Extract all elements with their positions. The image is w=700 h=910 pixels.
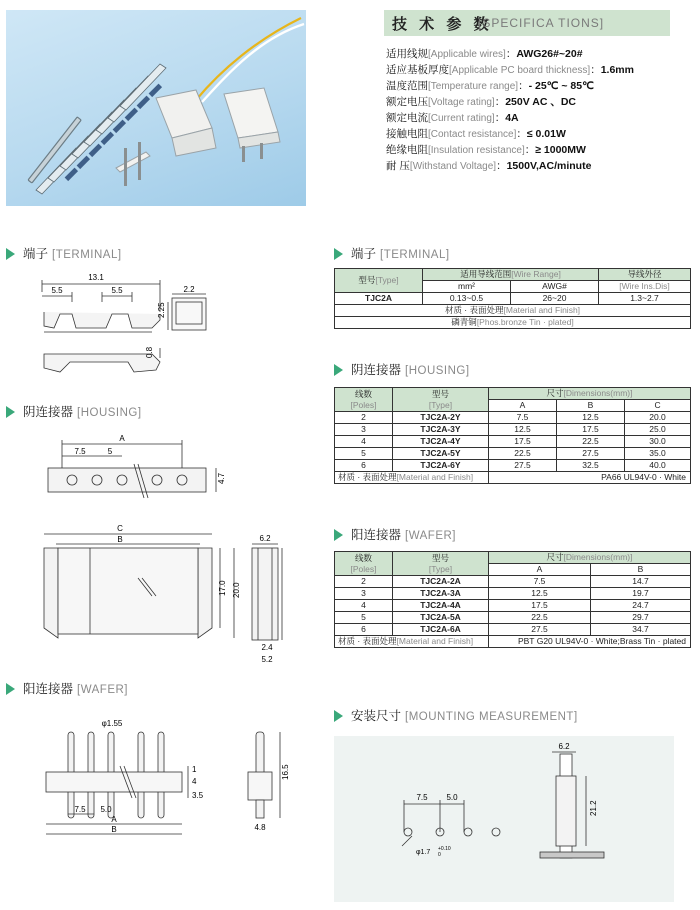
- th-col-b: B: [557, 400, 625, 412]
- spec-key-en: [Temperature range]: [428, 81, 519, 92]
- material-row: 材质 · 表面处理[Material and Finish]: [335, 472, 489, 484]
- table-cell: 17.5: [557, 424, 625, 436]
- table-cell: 2: [335, 576, 393, 588]
- table-cell: 27.5: [489, 460, 557, 472]
- table-cell: TJC2A-5A: [393, 612, 489, 624]
- table-row: [335, 460, 691, 472]
- table-cell: 12.5: [489, 588, 591, 600]
- dim-waf-pin: φ1.55: [101, 719, 123, 728]
- spec-key: 额定电流: [386, 112, 428, 124]
- housing-section-right: [334, 360, 470, 378]
- material-value: PA66 UL94V-0 · White: [489, 472, 691, 484]
- material-row: 材质 · 表面处理[Material and Finish]: [335, 305, 691, 317]
- spec-key: 耐 压: [386, 160, 410, 172]
- wafer-section-left: [6, 679, 128, 697]
- th-col-c: C: [625, 400, 691, 412]
- section-title-en: [TERMINAL]: [380, 249, 450, 261]
- triangle-bullet-icon: [6, 248, 15, 260]
- th-od-en: [Wire Ins.Dis]: [599, 281, 691, 293]
- table-cell: 27.5: [557, 448, 625, 460]
- product-photo: [6, 10, 306, 206]
- section-title-cn: 安装尺寸: [351, 709, 402, 723]
- table-cell: 4: [335, 436, 393, 448]
- table-row: [335, 424, 691, 436]
- dim-waf-48: 4.8: [254, 823, 266, 832]
- th-dim: 尺寸[Dimensions(mm)]: [489, 552, 691, 564]
- dim-term-h: 2.25: [157, 302, 166, 318]
- table-cell: 5: [335, 612, 393, 624]
- section-title-en: [MOUNTING MEASUREMENT]: [405, 711, 578, 723]
- material-value: PBT G20 UL94V-0 · White;Brass Tin · plated: [489, 636, 691, 648]
- th-dim: 尺寸[Dimensions(mm)]: [489, 388, 691, 400]
- section-title-cn: 阴连接器: [351, 363, 402, 377]
- th-awg: AWG#: [511, 281, 599, 293]
- table-cell: 29.7: [591, 612, 691, 624]
- spec-key-en: [Insulation resistance]: [428, 145, 525, 156]
- th-type: 型号 [Type]: [393, 388, 489, 412]
- dim-hou-p1: 7.5: [74, 447, 86, 456]
- spec-value: 1500V,AC/minute: [506, 160, 592, 172]
- table-cell: 25.0: [625, 424, 691, 436]
- table-row: [335, 624, 691, 636]
- dim-waf-b: B: [111, 825, 117, 834]
- table-cell: TJC2A-6Y: [393, 460, 489, 472]
- table-cell: 27.5: [489, 624, 591, 636]
- dim-waf-165: 16.5: [281, 764, 290, 780]
- table-cell: 5: [335, 448, 393, 460]
- table-cell: 12.5: [557, 412, 625, 424]
- table-cell: 19.7: [591, 588, 691, 600]
- cell-awg: 26~20: [511, 293, 599, 305]
- table-cell: TJC2A-4Y: [393, 436, 489, 448]
- section-title-cn: 阳连接器: [351, 528, 402, 542]
- dim-waf-75: 7.5: [74, 805, 86, 814]
- table-cell: 3: [335, 588, 393, 600]
- section-title-cn: 端子: [23, 247, 49, 261]
- wafer-drawing: [20, 710, 320, 860]
- spec-row: [386, 110, 519, 125]
- dim-waf-50: 5.0: [100, 805, 112, 814]
- spec-row: [386, 62, 634, 77]
- table-cell: 6: [335, 624, 393, 636]
- spec-key: 适应基板厚度: [386, 64, 449, 76]
- dim-waf-4: 4: [192, 777, 197, 786]
- spec-value: - 25℃ ~ 85℃: [528, 80, 594, 92]
- spec-key-en: [Voltage rating]: [428, 97, 495, 108]
- mount-section: [334, 706, 578, 724]
- spec-key-en: [Contact resistance]: [428, 129, 517, 140]
- table-cell: TJC2A-5Y: [393, 448, 489, 460]
- table-cell: 22.5: [489, 612, 591, 624]
- triangle-bullet-icon: [334, 364, 343, 376]
- dim-hou-b: B: [117, 535, 123, 544]
- spec-key: 绝缘电阻: [386, 144, 428, 156]
- dim-mnt-62: 6.2: [558, 742, 570, 751]
- dim-hou-62: 6.2: [259, 534, 271, 543]
- terminal-table: [334, 268, 691, 329]
- cell-mm2: 0.13~0.5: [423, 293, 511, 305]
- spec-key-en: [Applicable wires]: [428, 49, 506, 60]
- table-cell: 22.5: [489, 448, 557, 460]
- table-row: [335, 600, 691, 612]
- cell-od: 1.3~2.7: [599, 293, 691, 305]
- table-row: [335, 576, 691, 588]
- spec-key-en: [Current rating]: [428, 113, 495, 124]
- spec-key: 温度范围: [386, 80, 428, 92]
- table-cell: 40.0: [625, 460, 691, 472]
- th-col-b: B: [591, 564, 691, 576]
- spec-key-en: [Withstand Voltage]: [409, 161, 497, 172]
- table-cell: 32.5: [557, 460, 625, 472]
- table-cell: TJC2A-3A: [393, 588, 489, 600]
- th-poles: 线数 [Poles]: [335, 552, 393, 576]
- dim-waf-35: 3.5: [192, 791, 204, 800]
- th-poles: 线数 [Poles]: [335, 388, 393, 412]
- table-cell: 24.7: [591, 600, 691, 612]
- spec-colon: ：: [524, 144, 536, 156]
- table-cell: 12.5: [489, 424, 557, 436]
- dim-hou-52: 5.2: [261, 655, 273, 664]
- dim-term-w: 2.2: [183, 285, 195, 294]
- table-cell: 2: [335, 412, 393, 424]
- spec-colon: ：: [518, 80, 529, 92]
- spec-colon: ：: [505, 48, 517, 60]
- wafer-section-right: [334, 525, 456, 543]
- dim-mnt-tol-up: +0.10: [438, 846, 451, 852]
- spec-row: [386, 126, 566, 141]
- dim-mnt-tol-dn: 0: [438, 852, 441, 858]
- section-title-cn: 阴连接器: [23, 405, 74, 419]
- dim-term-len: 13.1: [88, 273, 104, 282]
- section-title-en: [HOUSING]: [77, 407, 142, 419]
- dim-mnt-212: 21.2: [589, 800, 598, 816]
- triangle-bullet-icon: [6, 683, 15, 695]
- th-col-a: A: [489, 400, 557, 412]
- spec-title-cn: 技 术 参 数: [392, 16, 493, 33]
- table-cell: 6: [335, 460, 393, 472]
- dim-mnt-75: 7.5: [416, 793, 428, 802]
- table-cell: 30.0: [625, 436, 691, 448]
- spec-row: [386, 46, 583, 61]
- connector-photo-illustration: [6, 10, 306, 206]
- dim-hou-20: 20.0: [232, 582, 241, 598]
- spec-value: 4A: [505, 112, 519, 124]
- spec-row: [386, 158, 591, 173]
- terminal-section-left: [6, 244, 122, 262]
- housing-drawing: [20, 428, 320, 678]
- dim-waf-1: 1: [192, 765, 197, 774]
- section-title-en: [TERMINAL]: [52, 249, 122, 261]
- spec-value: 250V AC 、DC: [505, 96, 577, 108]
- spec-value: 1.6mm: [600, 64, 634, 76]
- table-row: [335, 436, 691, 448]
- table-cell: 34.7: [591, 624, 691, 636]
- triangle-bullet-icon: [6, 406, 15, 418]
- table-cell: 17.5: [489, 436, 557, 448]
- spec-value: ≤ 0.01W: [526, 128, 566, 140]
- table-cell: 22.5: [557, 436, 625, 448]
- th-col-a: A: [489, 564, 591, 576]
- table-cell: TJC2A-6A: [393, 624, 489, 636]
- triangle-bullet-icon: [334, 710, 343, 722]
- table-cell: 14.7: [591, 576, 691, 588]
- spec-colon: ：: [516, 128, 527, 140]
- spec-colon: ：: [496, 160, 507, 172]
- mounting-drawing: [334, 736, 674, 902]
- th-wire-range: 适用导线范围[Wire Range]: [423, 269, 599, 281]
- cell-type: TJC2A: [335, 293, 423, 305]
- dim-term-a: 5.5: [51, 286, 63, 295]
- dim-hou-h: 4.7: [217, 472, 226, 484]
- spec-row: [386, 78, 594, 93]
- section-title-cn: 端子: [351, 247, 377, 261]
- material-value-row: 磷青铜[Phos.bronze Tin · plated]: [335, 317, 691, 329]
- dim-mnt-hole: φ1.7: [416, 849, 431, 856]
- spec-value: ≥ 1000MW: [535, 144, 586, 156]
- spec-key: 额定电压: [386, 96, 428, 108]
- dim-term-t: 0.8: [145, 346, 154, 358]
- dim-waf-a: A: [111, 815, 117, 824]
- spec-key: 接触电阻: [386, 128, 428, 140]
- section-title-en: [HOUSING]: [405, 365, 470, 377]
- triangle-bullet-icon: [334, 529, 343, 541]
- table-cell: 20.0: [625, 412, 691, 424]
- spec-key-en: [Applicable PC board thickness]: [449, 65, 591, 76]
- spec-title-en: [SPECIFICA TIONS]: [478, 16, 605, 30]
- dim-mnt-50: 5.0: [446, 793, 458, 802]
- spec-header: [384, 10, 670, 36]
- table-cell: 7.5: [489, 576, 591, 588]
- table-row: [335, 588, 691, 600]
- dim-hou-a: A: [119, 434, 125, 443]
- wafer-table: [334, 551, 691, 648]
- spec-row: [386, 142, 586, 157]
- spec-colon: ：: [494, 96, 506, 108]
- table-cell: TJC2A-2A: [393, 576, 489, 588]
- th-type: 型号 [Type]: [393, 552, 489, 576]
- triangle-bullet-icon: [334, 248, 343, 260]
- section-title-cn: 阳连接器: [23, 682, 74, 696]
- dim-term-b: 5.5: [111, 286, 123, 295]
- dim-hou-c: C: [117, 524, 123, 533]
- section-title-en: [WAFER]: [77, 684, 129, 696]
- section-title-en: [WAFER]: [405, 530, 457, 542]
- housing-table: [334, 387, 691, 484]
- dim-hou-24: 2.4: [261, 643, 273, 652]
- table-cell: TJC2A-2Y: [393, 412, 489, 424]
- table-cell: 3: [335, 424, 393, 436]
- housing-section-left: [6, 402, 142, 420]
- table-cell: TJC2A-3Y: [393, 424, 489, 436]
- table-cell: TJC2A-4A: [393, 600, 489, 612]
- table-cell: 7.5: [489, 412, 557, 424]
- spec-key: 适用线规: [386, 48, 428, 60]
- spec-row: [386, 94, 576, 109]
- table-cell: 35.0: [625, 448, 691, 460]
- table-cell: 4: [335, 600, 393, 612]
- terminal-drawing: [20, 262, 320, 392]
- table-cell: 17.5: [489, 600, 591, 612]
- spec-colon: ：: [590, 64, 601, 76]
- spec-value: AWG26#~20#: [516, 48, 583, 60]
- table-row: [335, 612, 691, 624]
- terminal-section-right: [334, 244, 450, 262]
- spec-colon: ：: [494, 112, 506, 124]
- dim-hou-17: 17.0: [218, 580, 227, 596]
- th-mm2: mm²: [423, 281, 511, 293]
- th-od: 导线外径: [599, 269, 691, 281]
- table-row: [335, 412, 691, 424]
- th-type: 型号[Type]: [335, 269, 423, 293]
- table-row: [335, 448, 691, 460]
- dim-hou-p2: 5: [107, 447, 113, 456]
- material-row: 材质 · 表面处理[Material and Finish]: [335, 636, 489, 648]
